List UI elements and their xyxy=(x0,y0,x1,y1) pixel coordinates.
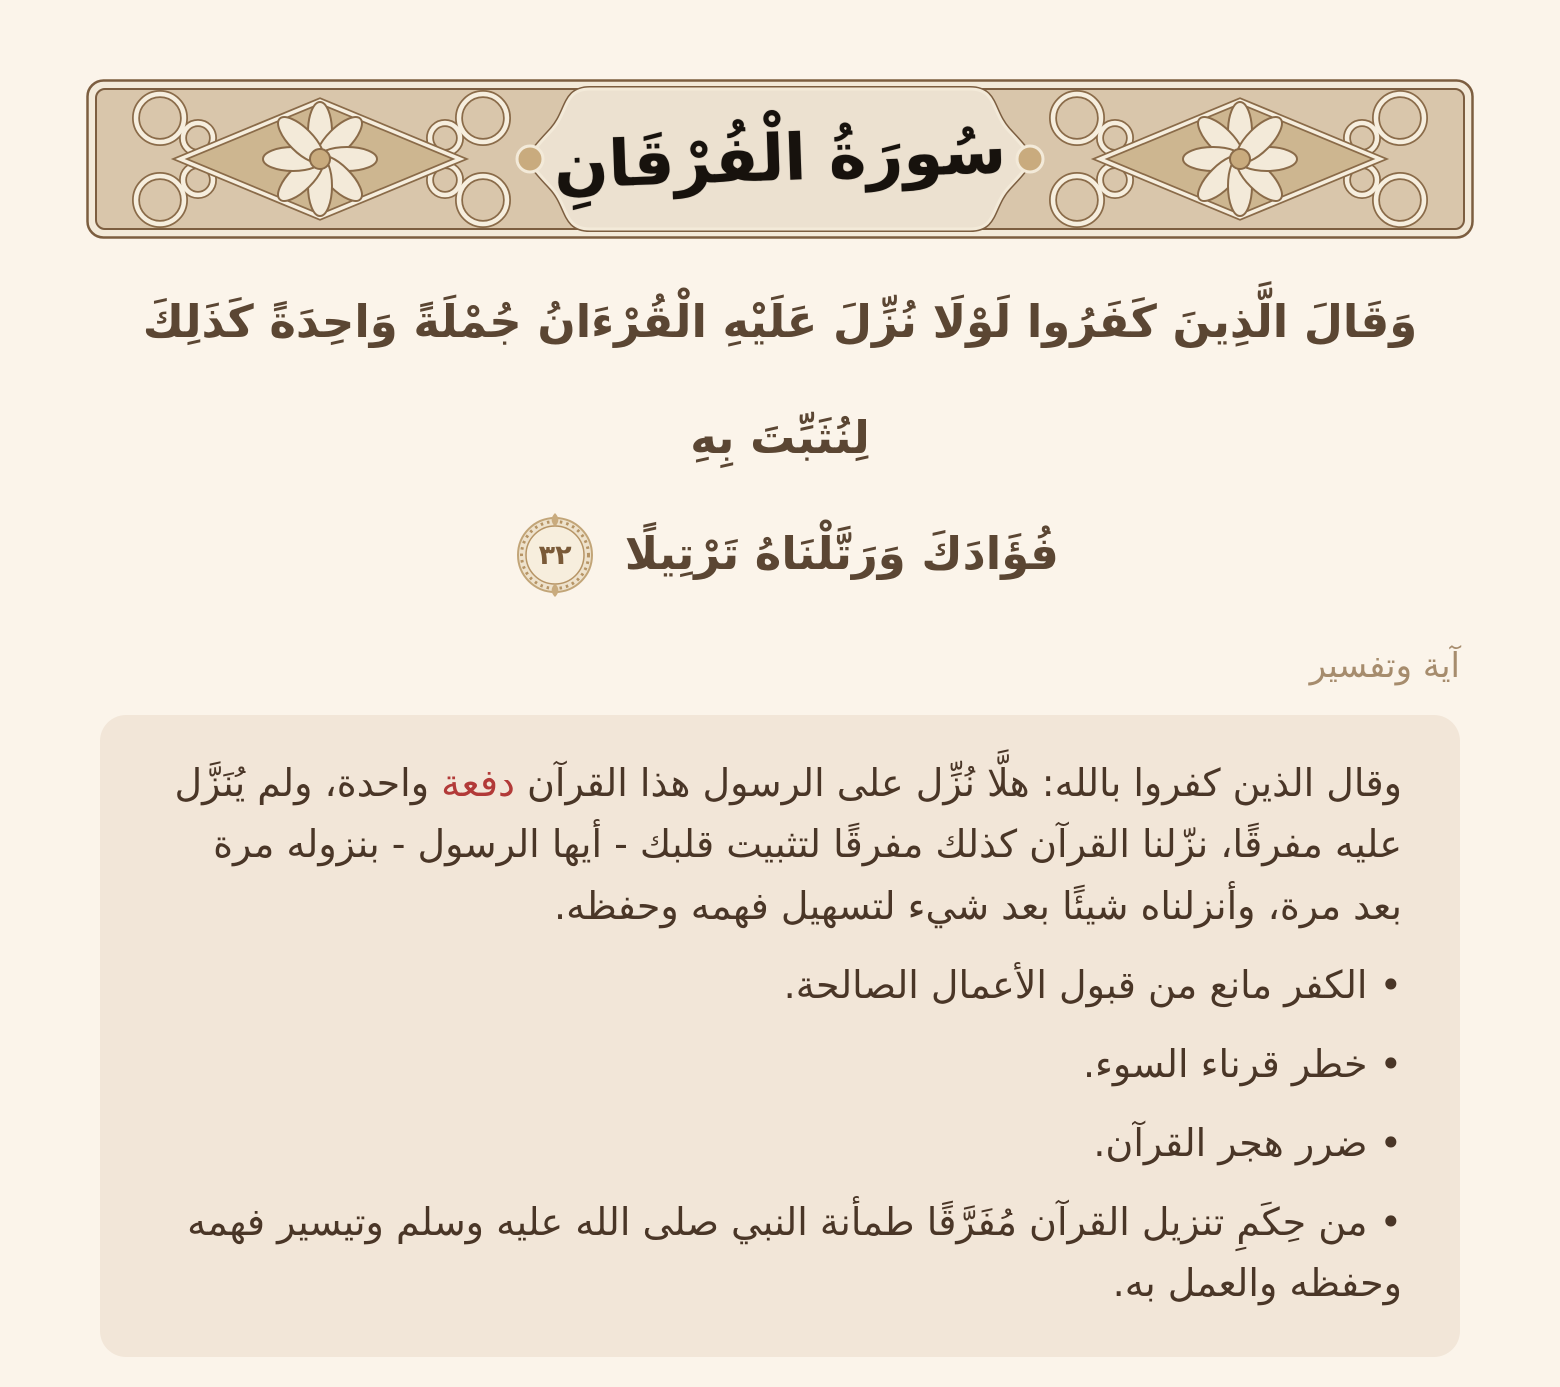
tafsir-bullet-1: • الكفر مانع من قبول الأعمال الصالحة. xyxy=(158,955,1402,1016)
section-label: آية وتفسير xyxy=(1309,646,1460,686)
tafsir-bullet-list xyxy=(158,955,1402,1313)
verse-line-2 xyxy=(110,496,1450,612)
tafsir-text-before: وقال الذين كفروا بالله: هلَّا نُزِّل على الرسول هذا القرآن xyxy=(514,760,1402,805)
tafsir-highlight-word: دفعة xyxy=(441,760,515,805)
tafsir-bullet-3: • ضرر هجر القرآن. xyxy=(158,1113,1402,1174)
ayah-number-medallion xyxy=(513,513,597,597)
verse-line-1: وَقَالَ الَّذِينَ كَفَرُوا لَوْلَا نُزِّلَ عَلَيْهِ الْقُرْءَانُ جُمْلَةً وَاحِدَةً كَذَلِكَ لِنُثَبِّتَ بِهِ xyxy=(142,295,1418,464)
surah-banner xyxy=(85,78,1475,240)
tafsir-text-after: واحدة، ولم يُنَزَّل عليه مفرقًا، نزّلنا القرآن كذلك مفرقًا لتثبيت قلبك - أيها الرسول - بنزوله مرة بعد مرة، وأنزلناه شيئًا بعد شيء لتسهيل فهمه وحفظه. xyxy=(174,760,1402,928)
tafsir-box xyxy=(100,715,1460,1358)
surah-title: سُورَةُ الْفُرْقَانِ xyxy=(552,114,1008,204)
quran-page xyxy=(0,78,1560,1357)
verse-block xyxy=(110,264,1450,612)
tafsir-paragraph xyxy=(158,753,1402,938)
tafsir-bullet-4: • من حِكَمِ تنزيل القرآن مُفَرَّقًا طمأنة النبي صلى الله عليه وسلم وتيسير فهمه وحفظه والعمل به. xyxy=(158,1192,1402,1314)
ayah-number: ٣٢ xyxy=(538,539,572,571)
tafsir-bullet-2: • خطر قرناء السوء. xyxy=(158,1034,1402,1095)
verse-line-2-text: فُؤَادَكَ وَرَتَّلْنَاهُ تَرْتِيلًا xyxy=(624,527,1059,580)
